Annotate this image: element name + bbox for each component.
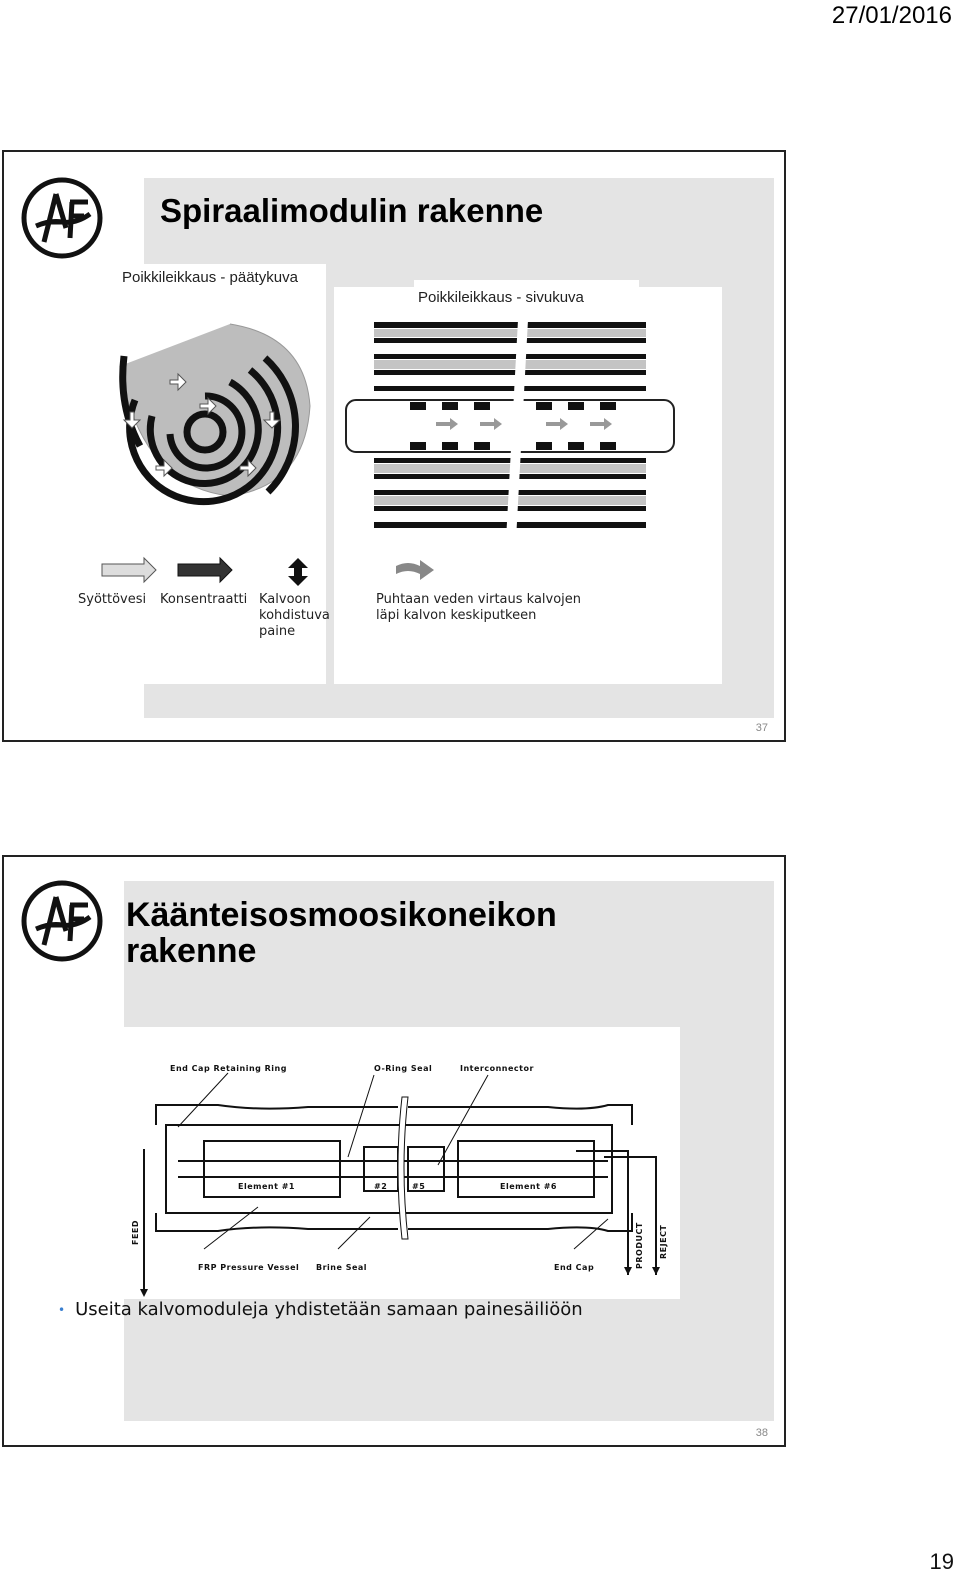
label-end-cap-ring: End Cap Retaining Ring [170,1064,287,1073]
label-end-cap: End Cap [554,1263,595,1272]
legend-pressure-label: Kalvoon kohdistuva paine [259,592,330,639]
pressure-vessel-diagram [108,1027,680,1299]
label-element-5: #5 [412,1182,426,1191]
slide-title: Käänteisosmoosikoneikon rakenne [126,896,557,970]
spiral-end-view-diagram [100,316,320,516]
label-frp: FRP Pressure Vessel [198,1263,300,1272]
aof-logo-icon [20,879,104,963]
bullet-item [58,1299,583,1320]
end-view-label: Poikkileikkaus - päätykuva [122,269,298,286]
page-number: 19 [929,1549,954,1574]
pressure-arrow-icon [288,558,308,586]
label-feed: FEED [131,1219,140,1245]
bullet-dot-icon: • [58,1303,66,1317]
label-brine: Brine Seal [316,1263,368,1272]
bullet-text: Useita kalvomoduleja yhdistetään samaan painesäiliöön [75,1299,583,1320]
slide-37 [2,150,786,742]
label-oring: O-Ring Seal [374,1064,433,1073]
label-element-1: Element #1 [238,1182,295,1191]
legend-icons [100,556,440,588]
label-interconnector: Interconnector [460,1064,534,1073]
slide-38 [2,855,786,1447]
page-date: 27/01/2016 [831,2,952,29]
legend-feed-label: Syöttövesi [78,592,147,607]
side-view-diagram [340,320,680,540]
slide-number: 37 [755,722,768,734]
label-element-6: Element #6 [500,1182,557,1191]
legend-concentrate-label: Konsentraatti [160,592,248,607]
concentrate-arrow-icon [178,558,232,582]
aof-logo-icon [20,176,104,260]
label-element-2: #2 [374,1182,388,1191]
permeate-arrow-icon [396,560,434,580]
slide-number: 38 [755,1427,768,1439]
label-product: PRODUCT [635,1222,644,1269]
slide-title: Spiraalimodulin rakenne [160,192,544,229]
legend-permeate-label: Puhtaan veden virtaus kalvojen läpi kalvon keskiputkeen [376,592,582,623]
label-reject: REJECT [659,1224,668,1259]
side-view-label: Poikkileikkaus - sivukuva [418,289,584,306]
feed-arrow-icon [102,558,156,582]
